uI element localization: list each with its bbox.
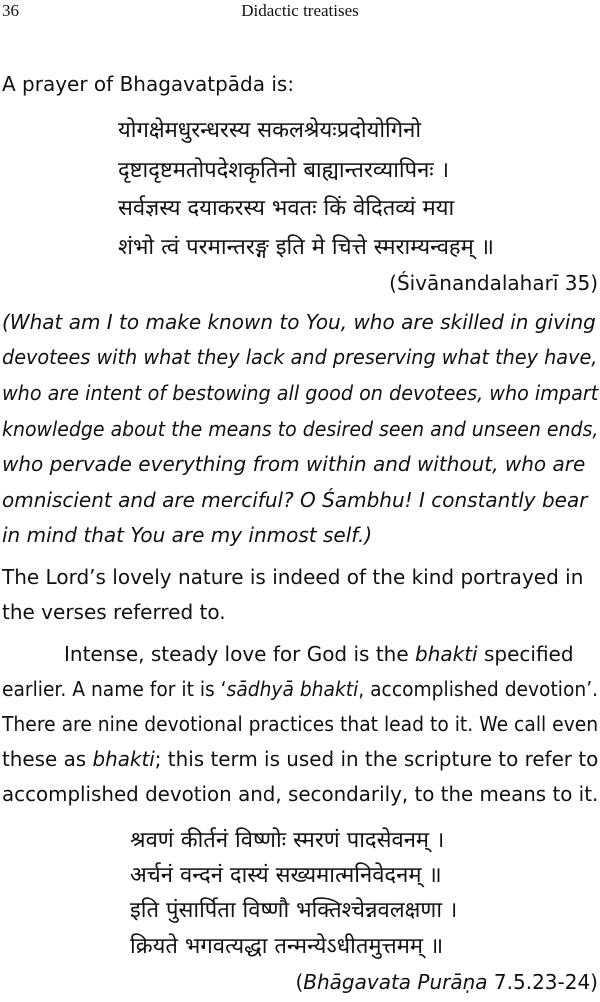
translation-line-7: in mind that You are my inmost self.) xyxy=(2,523,373,547)
paragraph-2-line-4 xyxy=(2,747,598,771)
verse2-line-4: क्रियते भगवत्यद्धा तन्मन्येऽधीतमुत्तमम् ॥ xyxy=(130,934,444,959)
running-title: Didactic treatises xyxy=(241,1,359,20)
translation-line-6: omniscient and are merciful? O Śambhu! I constantly bear xyxy=(2,488,588,512)
verse1-line-2: दृष्टादृष्टमतोपदेशकृतिनो बाह्यान्तरव्यापिनः । xyxy=(118,158,450,183)
citation2-ref: 7.5.23-24) xyxy=(487,970,598,994)
verse2-line-1: श्रवणं कीर्तनं विष्णोः स्मरणं पादसेवनम् । xyxy=(130,828,445,853)
running-header xyxy=(0,0,600,24)
p2l4-text-c: ; this term is used in the scripture to refer to xyxy=(154,747,599,771)
intro-line: A prayer of Bhagavatpāda is: xyxy=(2,72,295,96)
citation2-title: Bhāgavata Purāṇa xyxy=(303,970,488,994)
verse2-line-2: अर्चनं वन्दनं दास्यं सख्यमात्मनिवेदनम् ॥ xyxy=(130,863,442,888)
translation-line-1: (What am I to make known to You, who are skilled in giving xyxy=(2,310,596,334)
translation-line-4: knowledge about the means to desired seen and unseen ends, xyxy=(2,417,599,441)
paragraph-2-line-1 xyxy=(64,642,574,666)
verse2-line-3: इति पुंसार्पिता विष्णौ भक्तिश्चेन्नवलक्षणा । xyxy=(130,898,458,923)
citation2-open: ( xyxy=(295,970,304,994)
translation-line-2: devotees with what they lack and preserving what they have, xyxy=(2,345,598,369)
paragraph-2-line-3: There are nine devotional practices that lead to it. We call even xyxy=(2,712,599,736)
p2l1-text-c: specified xyxy=(477,642,574,666)
paragraph-1-line-1: The Lord’s lovely nature is indeed of the kind portrayed in xyxy=(2,565,584,589)
citation-sivanandalahari: (Śivānandalaharī 35) xyxy=(389,271,598,295)
p2l2-text-c: , accomplished devotion’. xyxy=(358,677,599,701)
citation-bhagavata-purana xyxy=(0,970,598,994)
paragraph-1-line-2: the verses referred to. xyxy=(2,600,226,624)
p2l4-term-bhakti: bhakti xyxy=(92,747,155,771)
p2l2-term-sadhya-bhakti: sādhyā bhakti xyxy=(226,677,359,701)
p2l1-term-bhakti: bhakti xyxy=(415,642,478,666)
verse1-line-4: शंभो त्वं परमान्तरङ्ग इति मे चित्ते स्मराम्यन्वहम् ॥ xyxy=(118,235,494,260)
page-number: 36 xyxy=(2,1,19,20)
p2l2-text-a: earlier. A name for it is ‘ xyxy=(2,677,227,701)
translation-line-3: who are intent of bestowing all good on devotees, who impart xyxy=(2,381,599,405)
verse1-line-3: सर्वज्ञस्य दयाकरस्य भवतः किं वेदितव्यं मया xyxy=(118,196,455,221)
paragraph-2-line-2 xyxy=(2,677,598,701)
verse1-line-1: योगक्षेमधुरन्धरस्य सकलश्रेयःप्रदोयोगिनो xyxy=(118,118,422,143)
p2l1-text-a: Intense, steady love for God is the xyxy=(64,642,415,666)
translation-line-5: who pervade everything from within and without, who are xyxy=(2,452,586,476)
paragraph-2-line-5: accomplished devotion and, secondarily, to the means to it. xyxy=(2,782,599,806)
p2l4-text-a: these as xyxy=(2,747,93,771)
